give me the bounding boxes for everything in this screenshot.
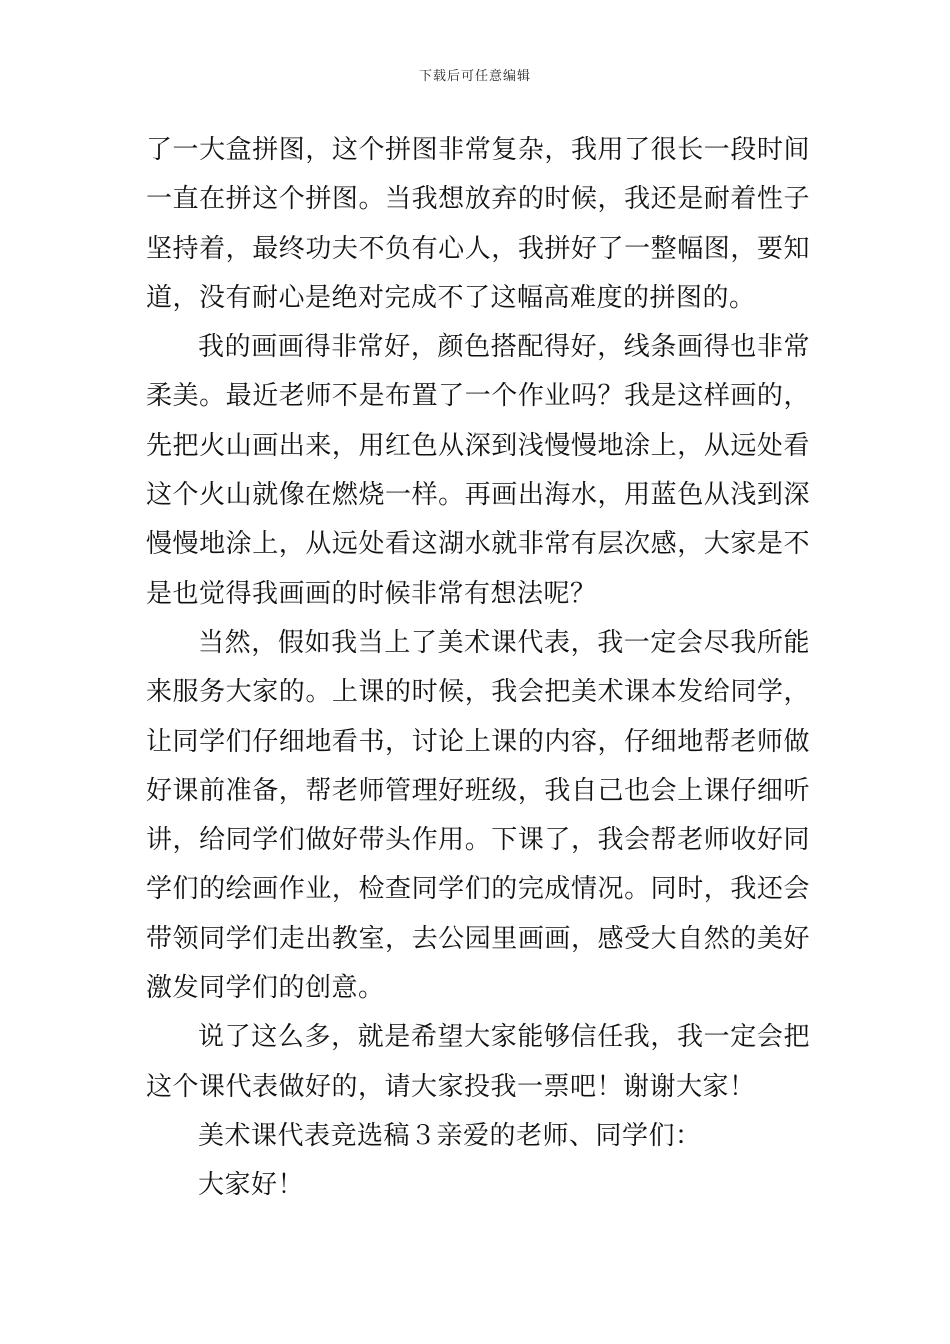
paragraph-painting-skills: 我的画画得非常好，颜色搭配得好，线条画得也非常柔美。最近老师不是布置了一个作业吗？我是这样画的，先把火山画出来，用红色从深到浅慢慢地涂上，从远处看这个火山就像在燃烧一样。再画出海水，用蓝色从浅到深慢慢地涂上，从远处看这湖水就非常有层次感，大家是不是也觉得我画画的时候非常有想法呢？ — [146, 332, 810, 609]
paragraph-greeting: 大家好！ — [198, 1170, 305, 1201]
paragraph-puzzle-patience: 了一大盒拼图，这个拼图非常复杂，我用了很长一段时间一直在拼这个拼图。当我想放弃的时候，我还是耐着性子坚持着，最终功夫不负有心人，我拼好了一整幅图，要知道，没有耐心是绝对完成不了这幅高难度的拼图的。 — [146, 135, 810, 313]
paragraph-representative-duties: 当然，假如我当上了美术课代表，我一定会尽我所能来服务大家的。上课的时候，我会把美术课本发给同学，让同学们仔细地看书，讨论上课的内容，仔细地帮老师做好课前准备，帮老师管理好班级，我自己也会上课仔细听讲，给同学们做好带头作用。下课了，我会帮老师收好同学们的绘画作业，检查同学们的完成情况。同时，我还会带领同学们走出教室，去公园里画画，感受大自然的美好激发同学们的创意。 — [146, 627, 810, 1004]
document-body — [146, 126, 810, 1211]
paragraph-speech-3-title: 美术课代表竞选稿３亲爱的老师、同学们： — [198, 1120, 702, 1151]
page-header: 下载后可任意编辑 — [418, 69, 531, 84]
paragraph-closing-request: 说了这么多，就是希望大家能够信任我，我一定会把这个课代表做好的，请大家投我一票吧！谢谢大家！ — [146, 1022, 810, 1102]
